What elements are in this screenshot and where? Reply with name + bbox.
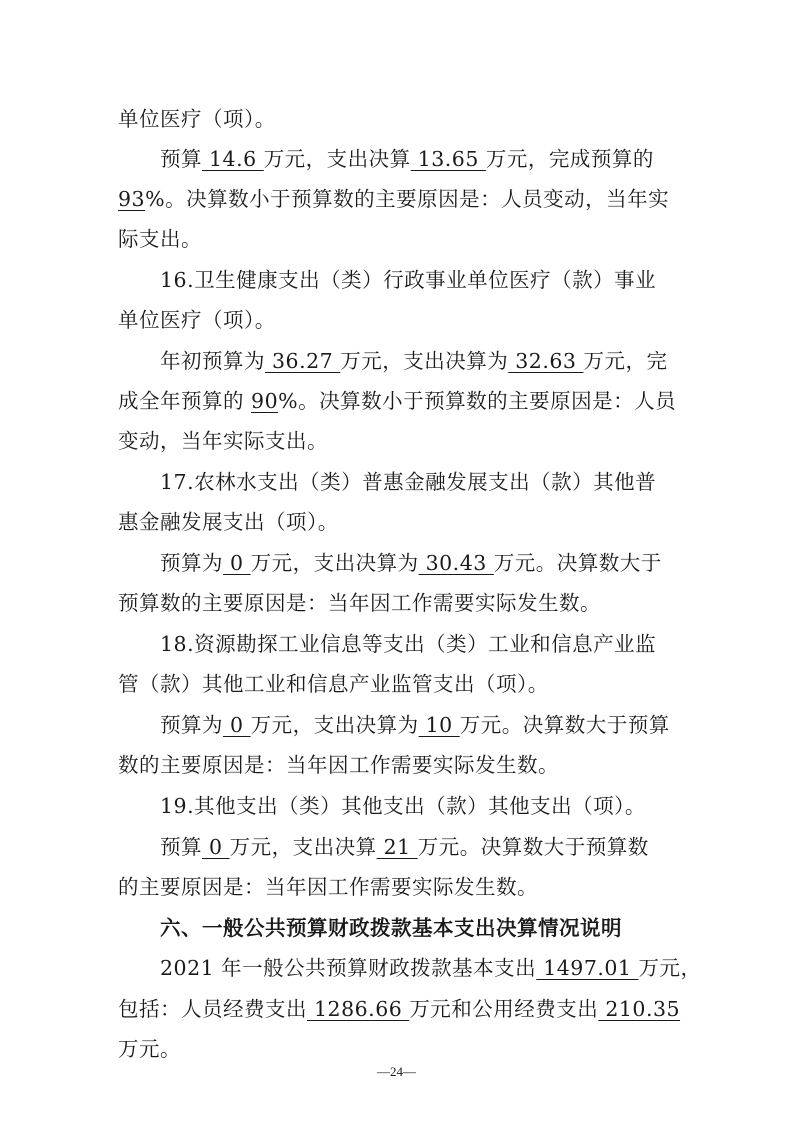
section-heading: 六、一般公共预算财政拨款基本支出决算情况说明: [160, 916, 622, 940]
text-line: 际支出。: [118, 227, 202, 251]
text-line: 年初预算为 36.27 万元，支出决算为 32.63 万元，完: [160, 349, 668, 373]
actual-value: 10: [418, 713, 460, 737]
percent-value: 93: [118, 187, 146, 211]
page-number: —24—: [377, 1064, 416, 1079]
text-line: 预算数的主要原因是：当年因工作需要实际发生数。: [118, 591, 601, 615]
text-line: 93%。决算数小于预算数的主要原因是：人员变动，当年实: [118, 187, 670, 211]
personnel-expense-value: 1286.66: [307, 997, 410, 1021]
text-line: 预算为 0 万元，支出决算为 10 万元。决算数大于预算: [160, 713, 670, 737]
text-line: 万元。: [118, 1037, 181, 1061]
basic-expenditure-value: 1497.01: [536, 956, 639, 980]
budget-value: 14.6: [202, 147, 264, 171]
item-heading: 16.卫生健康支出（类）行政事业单位医疗（款）事业: [160, 268, 657, 292]
text-line: 成全年预算的 90%。决算数小于预算数的主要原因是：人员: [118, 389, 677, 413]
text-line: 数的主要原因是：当年因工作需要实际发生数。: [118, 753, 559, 777]
item-heading: 18.资源勘探工业信息等支出（类）工业和信息产业监: [160, 632, 657, 656]
percent-value: 90: [251, 389, 279, 413]
budget-value: 0: [223, 551, 251, 575]
item-heading: 17.农林水支出（类）普惠金融发展支出（款）其他普: [160, 470, 657, 494]
text-line: 的主要原因是：当年因工作需要实际发生数。: [118, 875, 538, 899]
budget-value: 0: [202, 835, 230, 859]
text-line: 包括：人员经费支出 1286.66 万元和公用经费支出 210.35: [118, 997, 681, 1021]
text-line: 预算 0 万元，支出决算 21 万元。决算数大于预算数: [160, 835, 649, 859]
text-line: 单位医疗（项）。: [118, 308, 276, 332]
text-line: 预算 14.6 万元，支出决算 13.65 万元，完成预算的: [160, 147, 654, 171]
public-expense-value: 210.35: [598, 997, 681, 1021]
actual-value: 32.63: [508, 349, 584, 373]
text-line: 管（款）其他工业和信息产业监管支出（项）。: [118, 672, 549, 696]
item-heading: 19.其他支出（类）其他支出（款）其他支出（项）。: [160, 794, 646, 818]
text-line: 预算为 0 万元，支出决算为 30.43 万元。决算数大于: [160, 551, 662, 575]
actual-value: 13.65: [410, 147, 486, 171]
text-line: 2021 年一般公共预算财政拨款基本支出 1497.01 万元，: [160, 956, 702, 980]
actual-value: 30.43: [418, 551, 494, 575]
actual-value: 21: [376, 835, 418, 859]
text-line: 惠金融发展支出（项）。: [118, 510, 339, 534]
text-line: 单位医疗（项）。: [118, 107, 276, 131]
text-line: 变动，当年实际支出。: [118, 429, 328, 453]
budget-value: 0: [223, 713, 251, 737]
budget-value: 36.27: [265, 349, 341, 373]
